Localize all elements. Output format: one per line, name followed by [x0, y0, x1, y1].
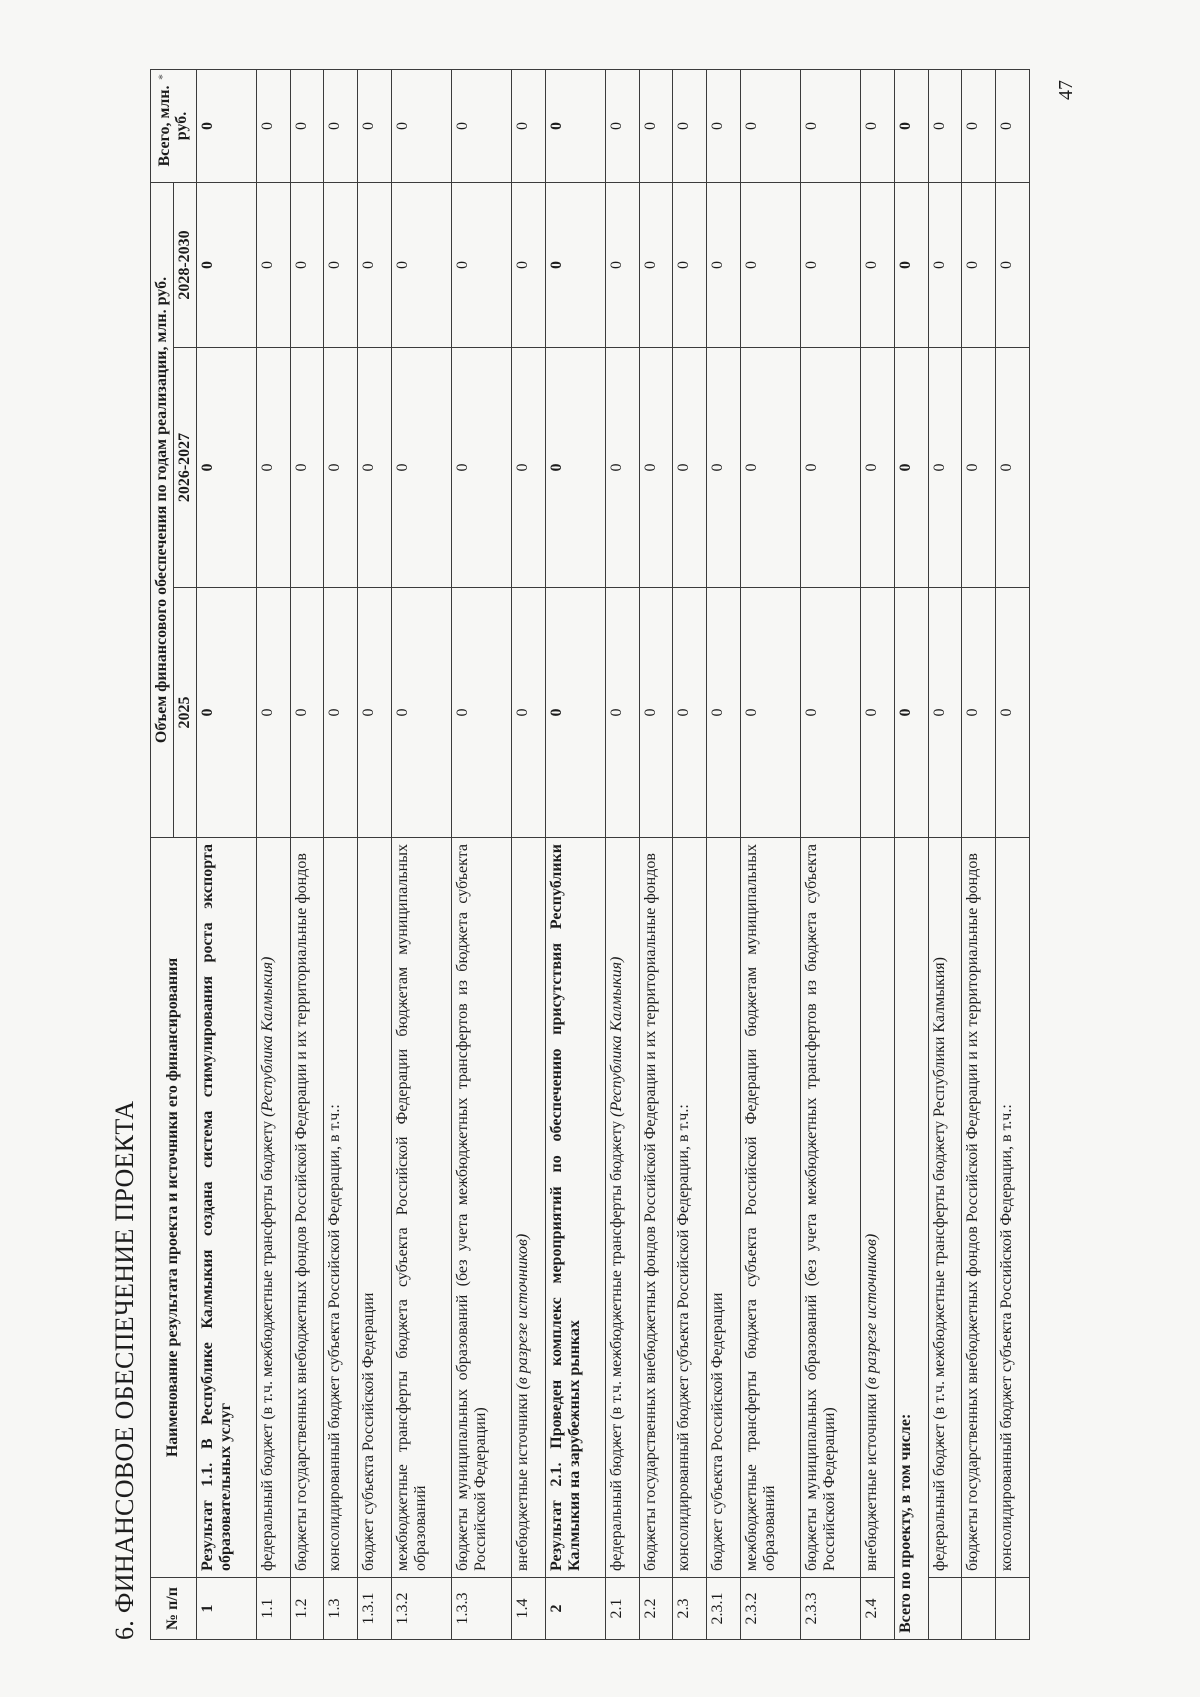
row-value: 0 [452, 348, 512, 588]
row-number: 1.1 [256, 1578, 290, 1640]
total-value: 0 [894, 182, 928, 347]
row-value: 0 [861, 182, 895, 347]
row-source-note: (в разрезе источников) [514, 1233, 532, 1390]
row-number: 2.3.3 [801, 1578, 861, 1640]
row-value: 0 [290, 588, 324, 838]
table-row [707, 69, 741, 1639]
row-number-empty [962, 1578, 996, 1640]
total-value: 0 [894, 69, 928, 182]
row-value: 0 [707, 348, 741, 588]
row-value: 0 [358, 588, 392, 838]
row-value: 0 [996, 182, 1030, 347]
row-number: 1.3 [324, 1578, 358, 1640]
row-value: 0 [256, 588, 290, 838]
row-number: 2.3 [673, 1578, 707, 1640]
row-value: 0 [256, 182, 290, 347]
row-value: 0 [452, 182, 512, 347]
row-name-text: бюджеты муниципальных образований (без учета межбюджетных трансфертов из бюджета субъекта Российской Федерации) [803, 844, 838, 1571]
table-row [391, 69, 451, 1639]
row-name-text: внебюджетные источники [863, 1393, 881, 1571]
header-year: 2025 [173, 588, 196, 838]
row-value: 0 [928, 182, 962, 347]
row-value: 0 [358, 69, 392, 182]
row-name-text: бюджет субъекта Российской Федерации [709, 1292, 727, 1571]
header-total: Всего, млн. руб. [151, 69, 197, 182]
row-number: 1 [196, 1578, 256, 1640]
row-value: 0 [707, 69, 741, 182]
row-name [290, 838, 324, 1578]
table-row [256, 69, 290, 1639]
row-name [512, 838, 546, 1578]
row-value: 0 [639, 348, 673, 588]
table-row [290, 69, 324, 1639]
row-value: 0 [861, 348, 895, 588]
table-row [801, 69, 861, 1639]
row-name [324, 838, 358, 1578]
row-name [391, 838, 451, 1578]
row-value: 0 [512, 588, 546, 838]
row-value: 0 [545, 182, 605, 347]
row-name [452, 838, 512, 1578]
total-sub-row [928, 69, 962, 1639]
row-value: 0 [452, 69, 512, 182]
row-number: 2.4 [861, 1578, 895, 1640]
row-value: 0 [962, 182, 996, 347]
row-value: 0 [324, 348, 358, 588]
row-name [545, 838, 605, 1578]
row-name [605, 838, 639, 1578]
row-name [801, 838, 861, 1578]
row-value: 0 [545, 69, 605, 182]
row-value: 0 [358, 182, 392, 347]
row-value: 0 [605, 69, 639, 182]
row-number-empty [928, 1578, 962, 1640]
row-value: 0 [962, 69, 996, 182]
row-number: 1.4 [512, 1578, 546, 1640]
row-number: 2.2 [639, 1578, 673, 1640]
row-value: 0 [256, 69, 290, 182]
row-value: 0 [801, 69, 861, 182]
header-num: № п/п [151, 1578, 197, 1640]
row-value: 0 [740, 348, 800, 588]
row-value: 0 [605, 348, 639, 588]
financing-table [150, 69, 1030, 1640]
row-name [358, 838, 392, 1578]
header-year: 2026-2027 [173, 348, 196, 588]
header-year: 2028-2030 [173, 182, 196, 347]
table-header [151, 69, 197, 1639]
table-row [673, 69, 707, 1639]
total-sub-row [996, 69, 1030, 1639]
table-row [861, 69, 895, 1639]
row-value: 0 [962, 348, 996, 588]
total-value: 0 [894, 348, 928, 588]
row-value: 0 [196, 348, 256, 588]
row-value: 0 [324, 69, 358, 182]
row-name-text: бюджеты государственных внебюджетных фондов Российской Федерации и их территориальные фондов [292, 853, 310, 1571]
page-number: 47 [1055, 80, 1077, 100]
row-value: 0 [639, 182, 673, 347]
row-name [639, 838, 673, 1578]
row-value: 0 [512, 182, 546, 347]
row-number: 2.1 [605, 1578, 639, 1640]
header-name: Наименование результата проекта и источники его финансирования [151, 838, 197, 1578]
row-name: бюджеты государственных внебюджетных фондов Российской Федерации и их территориальные фондов [962, 838, 996, 1578]
row-value: 0 [996, 348, 1030, 588]
table-row [452, 69, 512, 1639]
row-name-text: консолидированный бюджет субъекта Российской Федерации, в т.ч.: [326, 1104, 344, 1571]
table-row [740, 69, 800, 1639]
row-value: 0 [801, 588, 861, 838]
row-number: 2 [545, 1578, 605, 1640]
row-value: 0 [861, 588, 895, 838]
row-name-text: межбюджетные трансферты бюджета субъекта Российской Федерации бюджетам муниципальных образований [393, 844, 429, 1571]
row-value: 0 [801, 182, 861, 347]
row-number-empty [996, 1578, 1030, 1640]
row-value: 0 [996, 69, 1030, 182]
table-row [324, 69, 358, 1639]
row-value: 0 [512, 348, 546, 588]
row-name-text: консолидированный бюджет субъекта Российской Федерации, в т.ч.: [675, 1104, 693, 1571]
row-name-text: федеральный бюджет (в т.ч. межбюджетные трансферты бюджету [258, 1120, 276, 1571]
row-value: 0 [740, 69, 800, 182]
row-number: 1.3.2 [391, 1578, 451, 1640]
row-name [861, 838, 895, 1578]
row-value: 0 [605, 588, 639, 838]
row-value: 0 [605, 182, 639, 347]
row-number: 2.3.1 [707, 1578, 741, 1640]
row-value: 0 [391, 588, 451, 838]
row-value: 0 [962, 588, 996, 838]
row-name [707, 838, 741, 1578]
row-value: 0 [928, 588, 962, 838]
row-name-text: Результат 2.1. Проведен комплекс мероприятий по обеспечению присутствия Республики Калмыкия на зарубежных рынках [547, 844, 583, 1571]
row-value: 0 [861, 69, 895, 182]
row-value: 0 [673, 348, 707, 588]
row-value: 0 [391, 182, 451, 347]
row-number: 1.2 [290, 1578, 324, 1640]
row-value: 0 [196, 69, 256, 182]
row-name-text: федеральный бюджет (в т.ч. межбюджетные трансферты бюджету [607, 1120, 625, 1571]
row-name [740, 838, 800, 1578]
row-value: 0 [290, 348, 324, 588]
corner-mark: * [155, 74, 169, 80]
row-value: 0 [512, 69, 546, 182]
table-row [358, 69, 392, 1639]
table-row [639, 69, 673, 1639]
row-value: 0 [256, 348, 290, 588]
row-name-text: бюджеты государственных внебюджетных фондов Российской Федерации и их территориальные фондов [641, 853, 659, 1571]
row-source-note: (Республика Калмыкия) [607, 956, 625, 1117]
table-row [512, 69, 546, 1639]
row-name-text: Результат 1.1. В Республике Калмыкия создана система стимулирования роста экспорта образовательных услуг [198, 844, 234, 1571]
row-value: 0 [928, 348, 962, 588]
row-value: 0 [707, 588, 741, 838]
row-number: 1.3.1 [358, 1578, 392, 1640]
table-row [196, 69, 256, 1639]
row-value: 0 [740, 182, 800, 347]
row-value: 0 [358, 348, 392, 588]
header-volume: Объем финансового обеспечения по годам реализации, млн. руб. [151, 182, 174, 837]
row-value: 0 [707, 182, 741, 347]
row-name-text: бюджеты муниципальных образований (без учета межбюджетных трансфертов из бюджета субъекта Российской Федерации) [454, 844, 489, 1571]
row-value: 0 [545, 588, 605, 838]
row-name: консолидированный бюджет субъекта Российской Федерации, в т.ч.: [996, 838, 1030, 1578]
total-value: 0 [894, 588, 928, 838]
row-source-note: (Республика Калмыкия) [258, 956, 276, 1117]
rotated-page-content [50, 55, 1150, 1640]
row-value: 0 [673, 588, 707, 838]
section-title: 6. ФИНАНСОВОЕ ОБЕСПЕЧЕНИЕ ПРОЕКТА [110, 1100, 139, 1640]
table-body [196, 69, 1029, 1639]
row-value: 0 [801, 348, 861, 588]
row-value: 0 [740, 588, 800, 838]
row-name [673, 838, 707, 1578]
row-name [196, 838, 256, 1578]
row-value: 0 [673, 182, 707, 347]
row-number: 2.3.2 [740, 1578, 800, 1640]
row-value: 0 [545, 348, 605, 588]
row-name-text: бюджет субъекта Российской Федерации [360, 1292, 378, 1571]
row-source-note: (в разрезе источников) [863, 1233, 881, 1390]
row-name: федеральный бюджет (в т.ч. межбюджетные трансферты бюджету Республики Калмыкия) [928, 838, 962, 1578]
row-name-text: межбюджетные трансферты бюджета субъекта Российской Федерации бюджетам муниципальных образований [742, 844, 778, 1571]
row-value: 0 [996, 588, 1030, 838]
row-value: 0 [290, 182, 324, 347]
row-value: 0 [391, 69, 451, 182]
total-label: Всего по проекту, в том числе: [894, 838, 928, 1640]
table-row [605, 69, 639, 1639]
total-row [894, 69, 928, 1639]
row-value: 0 [639, 69, 673, 182]
row-name-text: внебюджетные источники [514, 1393, 532, 1571]
row-value: 0 [639, 588, 673, 838]
row-value: 0 [196, 588, 256, 838]
row-value: 0 [324, 588, 358, 838]
row-value: 0 [290, 69, 324, 182]
row-number: 1.3.3 [452, 1578, 512, 1640]
row-value: 0 [324, 182, 358, 347]
row-value: 0 [673, 69, 707, 182]
table-row [545, 69, 605, 1639]
row-value: 0 [928, 69, 962, 182]
row-name [256, 838, 290, 1578]
total-sub-row [962, 69, 996, 1639]
row-value: 0 [391, 348, 451, 588]
row-value: 0 [196, 182, 256, 347]
row-value: 0 [452, 588, 512, 838]
